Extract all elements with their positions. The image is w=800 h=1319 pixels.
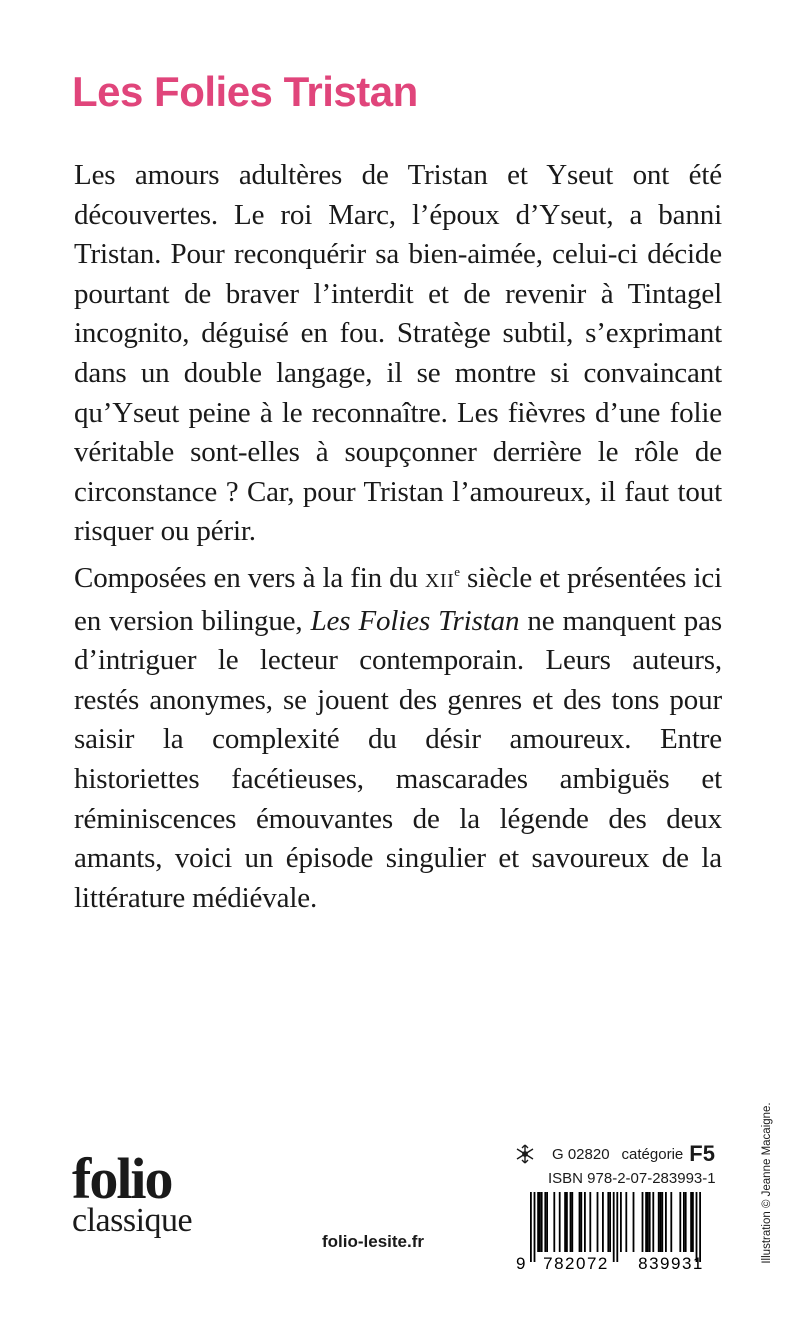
blurb-paragraph-2 — [74, 552, 722, 918]
barcode-left-digits: 782072 — [543, 1254, 609, 1272]
book-title: Les Folies Tristan — [72, 68, 418, 115]
category-label: catégorie — [621, 1145, 684, 1163]
barcode-bar — [589, 1192, 591, 1252]
barcode-graphic — [514, 1192, 724, 1272]
barcode-bar — [530, 1192, 532, 1262]
century-numeral: XII — [424, 569, 455, 592]
barcode-bar — [683, 1192, 685, 1252]
g-code: G 02820 — [552, 1145, 610, 1163]
barcode-bar — [544, 1192, 546, 1252]
gallimard-star-icon — [514, 1144, 536, 1164]
ean-barcode — [514, 1192, 724, 1272]
p2-text-end: ne manquent pas d’intriguer le lecteur contemporain. Leurs auteurs, restés anonymes, se jouent des genres et des tons pour saisir la complexité du désir amoureux. Entre historiettes facétieuses, mascarades ambiguës et réminiscences émouvantes de la légende des deux amants, voici un épisode singulier et savoureux de la littérature médiévale. — [74, 604, 722, 914]
barcode-lead-digit: 9 — [516, 1254, 526, 1272]
barcode-bar — [620, 1192, 622, 1252]
barcode-bar — [580, 1192, 582, 1252]
barcode-bar — [647, 1192, 649, 1252]
barcode-bar — [584, 1192, 586, 1252]
barcode-bar — [699, 1192, 701, 1262]
isbn: ISBN 978-2-07-283993-1 — [548, 1170, 716, 1187]
barcode-bar — [616, 1192, 618, 1262]
barcode-right-digits: 839931 — [638, 1254, 704, 1272]
barcode-bar — [579, 1192, 581, 1252]
p2-text-start: Composées en vers à la fin du — [74, 561, 425, 594]
barcode-bar — [642, 1192, 644, 1252]
logo-folio: folio — [72, 1146, 172, 1211]
catalog-code-row — [514, 1142, 724, 1166]
barcode-bar — [597, 1192, 599, 1252]
century-suffix: e — [454, 563, 460, 579]
barcode-bar — [633, 1192, 635, 1252]
book-title-italic: Les Folies Tristan — [310, 604, 520, 637]
barcode-bar — [696, 1192, 698, 1262]
blurb-paragraph-1: Les amours adultères de Tristan et Yseut ont été découvertes. Le roi Marc, l’époux d’Yseut, a banni Tristan. Pour reconquérir sa bien-aimée, celui-ci décide pourtant de braver l’interdit et de revenir à Tintagel incognito, déguisé en fou. Stratège subtil, s’exprimant dans un double langage, il se montre si convaincant qu’Yseut peine à le reconnaître. Les fièvres d’une folie véritable sont-elles à soupçonner derrière le rôle de circonstance ? Car, pour Tristan l’amoureux, il faut tout risquer ou périr. — [74, 159, 722, 548]
barcode-bar — [685, 1192, 687, 1252]
barcode-bar — [613, 1192, 615, 1262]
barcode-bar — [670, 1192, 672, 1252]
barcode-bar — [660, 1192, 662, 1252]
barcode-bar — [607, 1192, 609, 1252]
barcode-bar — [541, 1192, 543, 1252]
barcode-bar — [679, 1192, 681, 1252]
barcode-bar — [546, 1192, 548, 1252]
barcode-bar — [564, 1192, 566, 1252]
barcode-bar — [661, 1192, 663, 1252]
barcode-bar — [692, 1192, 694, 1252]
barcode-bar — [658, 1192, 660, 1252]
p2-text-mid: siècle et présentées ici en version bilingue, — [74, 561, 723, 637]
credit-text: Illustration © Jeanne Macaigne. — [761, 1101, 773, 1264]
barcode-bar — [609, 1192, 611, 1252]
illustration-credit — [757, 1090, 777, 1275]
barcode-bar — [570, 1192, 572, 1252]
barcode-bar — [690, 1192, 692, 1252]
folio-classique-logo — [72, 1146, 232, 1239]
barcode-bar — [625, 1192, 627, 1252]
barcode-bar — [645, 1192, 647, 1252]
logo-classique: classique — [72, 1202, 193, 1239]
publisher-website[interactable]: folio-lesite.fr — [322, 1232, 425, 1251]
back-cover-blurb — [74, 156, 722, 918]
barcode-bar — [652, 1192, 654, 1252]
barcode-bar — [539, 1192, 541, 1252]
barcode-bar — [537, 1192, 539, 1252]
barcode-bar — [534, 1192, 536, 1262]
barcode-bar — [553, 1192, 555, 1252]
barcode-bar — [665, 1192, 667, 1252]
barcode-bar — [559, 1192, 561, 1252]
barcode-bar — [649, 1192, 651, 1252]
barcode-bar — [566, 1192, 568, 1252]
barcode-bar — [602, 1192, 604, 1252]
barcode-bar — [571, 1192, 573, 1252]
category-value: F5 — [689, 1141, 715, 1166]
